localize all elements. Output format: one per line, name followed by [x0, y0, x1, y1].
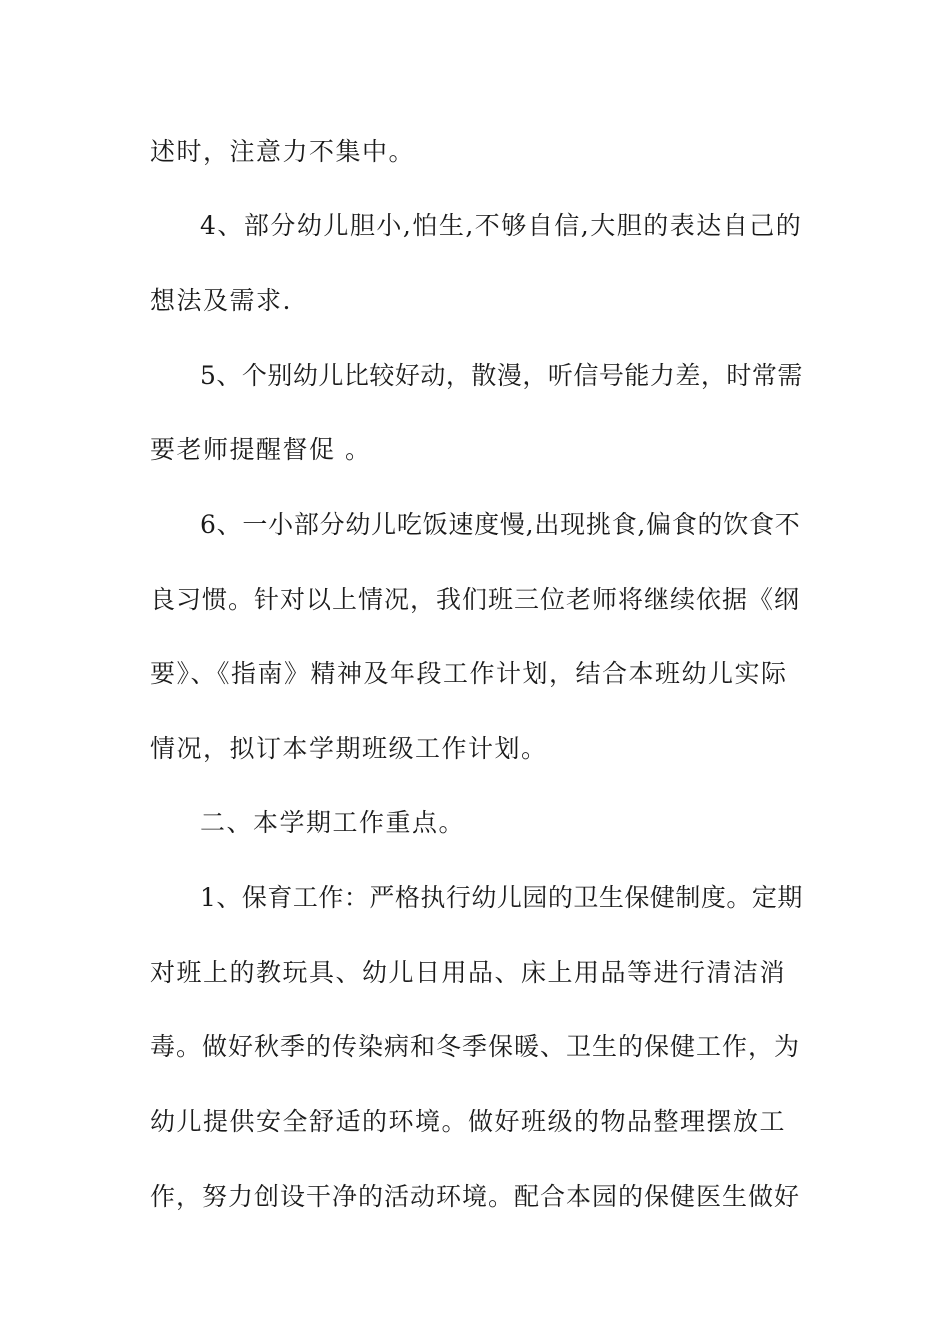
- paragraph-6-start: 6、一小部分幼儿吃饭速度慢,出现挑食,偏食的饮食不: [200, 510, 801, 539]
- text-line: 要》、《指南》精神及年段工作计划，结合本班幼儿实际: [150, 659, 788, 688]
- text-line: 作，努力创设干净的活动环境。配合本园的保健医生做好: [150, 1182, 801, 1211]
- section-heading: 二、本学期工作重点。: [200, 808, 466, 837]
- text-line: 毒。做好秋季的传染病和冬季保暖、卫生的保健工作，为: [150, 1032, 801, 1061]
- paragraph-5-start: 5、个别幼儿比较好动，散漫，听信号能力差，时常需: [200, 361, 803, 390]
- text-line: 幼儿提供安全舒适的环境。做好班级的物品整理摆放工: [150, 1107, 787, 1136]
- paragraph-4-start: 4、部分幼儿胆小,怕生,不够自信,大胆的表达自己的: [200, 211, 803, 240]
- text-line: 述时，注意力不集中。: [150, 137, 416, 166]
- text-line: 要老师提醒督促 。: [150, 435, 372, 464]
- text-line: 良习惯。针对以上情况，我们班三位老师将继续依据《纲: [150, 585, 801, 614]
- paragraph-1-start: 1、保育工作：严格执行幼儿园的卫生保健制度。定期: [200, 883, 803, 912]
- text-line: 情况，拟订本学期班级工作计划。: [150, 734, 548, 763]
- text-line: 想法及需求.: [150, 286, 292, 315]
- text-line: 对班上的教玩具、幼儿日用品、床上用品等进行清洁消: [150, 958, 787, 987]
